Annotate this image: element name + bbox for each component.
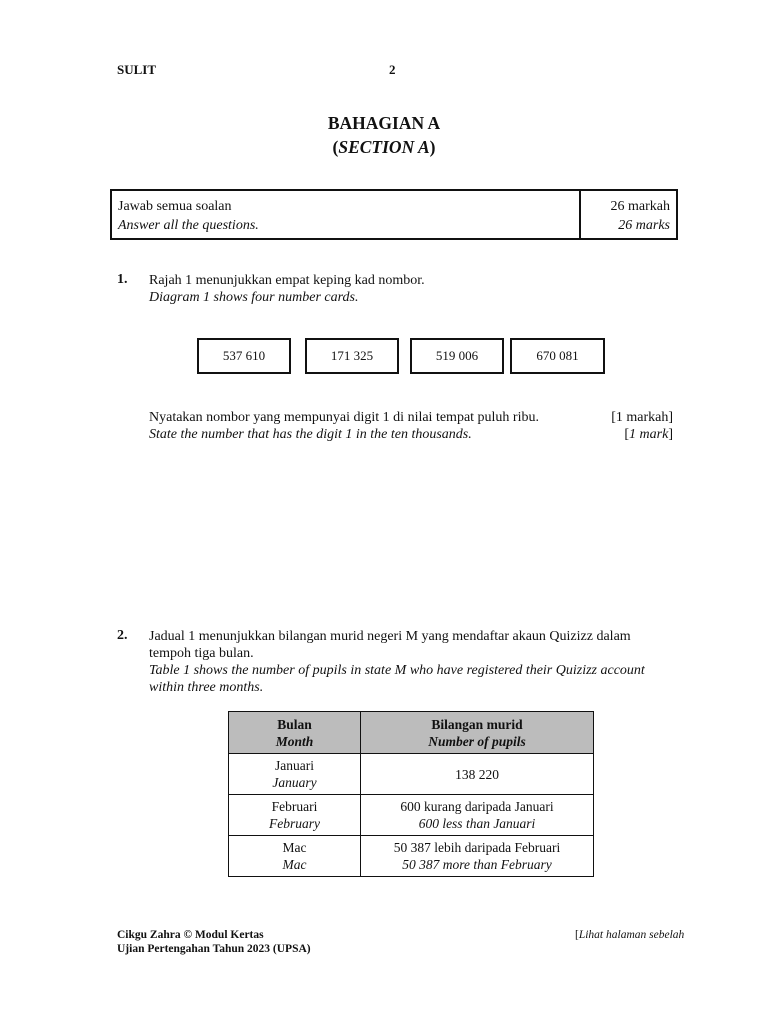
- question-1-task-en: State the number that has the digit 1 in the ten thousands.: [149, 427, 472, 442]
- question-1-intro-en: Diagram 1 shows four number cards.: [149, 290, 359, 305]
- month-cell: Februari February: [229, 795, 361, 836]
- table-row: [229, 836, 594, 877]
- instructions-en: Answer all the questions.: [118, 218, 259, 233]
- question-1-intro-ms: Rajah 1 menunjukkan empat keping kad nombor.: [149, 273, 425, 288]
- total-marks-ms: 26 markah: [610, 199, 670, 214]
- section-title: [0, 111, 768, 159]
- question-1-task: [149, 409, 539, 443]
- number-card: 537 610: [197, 338, 291, 374]
- pupils-cell: 138 220: [361, 754, 594, 795]
- question-2-intro-en-line: within three months.: [149, 680, 264, 695]
- footer-source: [117, 928, 311, 956]
- question-2-intro: [149, 628, 645, 696]
- question-1-marks: [560, 409, 673, 443]
- table-header-row: [229, 712, 594, 754]
- question-2-intro-ms-line: tempoh tiga bulan.: [149, 646, 254, 661]
- number-card: 171 325: [305, 338, 399, 374]
- footer-line: Cikgu Zahra © Modul Kertas: [117, 929, 264, 941]
- sulit-label: SULIT: [117, 62, 157, 77]
- pupils-cell: 600 kurang daripada Januari 600 less than Januari: [361, 795, 594, 836]
- instructions-ms: Jawab semua soalan: [118, 199, 232, 214]
- question-1-marks-ms: [1 markah]: [611, 410, 673, 425]
- instructions-box: [110, 189, 678, 240]
- pupils-cell: 50 387 lebih daripada Februari 50 387 more than February: [361, 836, 594, 877]
- header-pupils: Bilangan murid Number of pupils: [361, 712, 594, 754]
- question-1-marks-en: [1 mark]: [624, 427, 673, 442]
- section-title-ms: BAHAGIAN A: [327, 113, 441, 133]
- question-1-intro: [149, 272, 425, 306]
- question-1-number: 1.: [117, 272, 128, 287]
- footer-line: Ujian Pertengahan Tahun 2023 (UPSA): [117, 943, 311, 955]
- question-2-intro-en-line: Table 1 shows the number of pupils in state M who have registered their Quizizz account: [149, 663, 645, 678]
- table-row: [229, 754, 594, 795]
- header-month: Bulan Month: [229, 712, 361, 754]
- footer-next-page: [Lihat halaman sebelah: [575, 929, 685, 941]
- section-title-en: (SECTION A): [332, 137, 436, 157]
- instructions-text: [112, 191, 581, 238]
- pupils-table: [228, 711, 594, 877]
- number-card: 519 006: [410, 338, 504, 374]
- total-marks-en: 26 marks: [618, 218, 670, 233]
- number-card: 670 081: [510, 338, 605, 374]
- table-row: [229, 795, 594, 836]
- question-2-number: 2.: [117, 628, 128, 643]
- page-number: 2: [389, 62, 396, 77]
- month-cell: Januari January: [229, 754, 361, 795]
- question-2-intro-ms-line: Jadual 1 menunjukkan bilangan murid negeri M yang mendaftar akaun Quizizz dalam: [149, 629, 631, 644]
- question-1-task-ms: Nyatakan nombor yang mempunyai digit 1 di nilai tempat puluh ribu.: [149, 410, 539, 425]
- month-cell: Mac Mac: [229, 836, 361, 877]
- instructions-marks: [581, 191, 676, 238]
